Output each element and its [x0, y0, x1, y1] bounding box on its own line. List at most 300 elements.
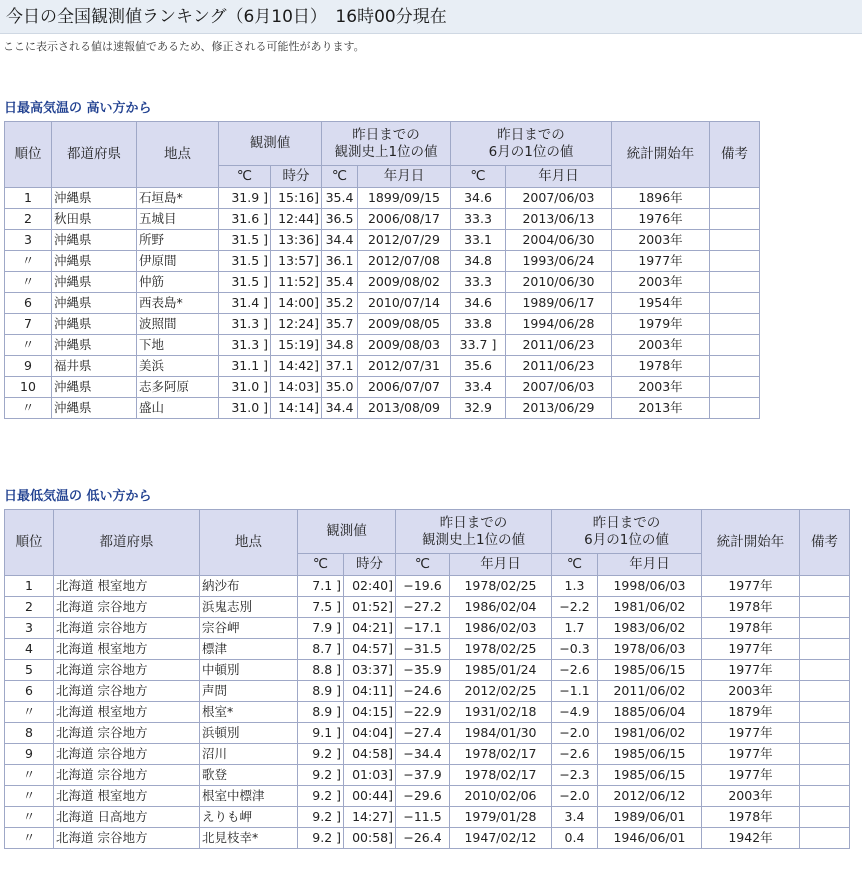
table-row — [5, 723, 850, 744]
month-record-value-cell: 0.4 — [552, 828, 598, 849]
point-cell: 根室* — [200, 702, 298, 723]
rank-cell: 〃 — [5, 786, 54, 807]
rank-cell: 6 — [5, 681, 54, 702]
point-cell: 石垣島* — [137, 188, 219, 209]
remarks-cell — [800, 765, 850, 786]
preliminary-notice: ここに表示される値は速報値であるため、修正される可能性があります。 — [3, 40, 365, 53]
stat-start-cell: 1977年 — [612, 251, 710, 272]
month-record-value-cell: 33.3 — [451, 272, 506, 293]
month-record-value-cell: 3.4 — [552, 807, 598, 828]
rank-cell: 1 — [5, 188, 52, 209]
month-record-value-cell: 33.8 — [451, 314, 506, 335]
stat-start-cell: 2003年 — [612, 377, 710, 398]
table-row — [5, 765, 850, 786]
month-record-value-cell: 34.6 — [451, 293, 506, 314]
record-date-cell: 2009/08/03 — [358, 335, 451, 356]
point-cell: 中頓別 — [200, 660, 298, 681]
remarks-cell — [800, 597, 850, 618]
rank-cell: 9 — [5, 744, 54, 765]
month-record-value-cell: −2.2 — [552, 597, 598, 618]
remarks-cell — [800, 744, 850, 765]
rank-cell: 〃 — [5, 335, 52, 356]
observed-time-cell: 14:27] — [344, 807, 396, 828]
page-title: 今日の全国観測値ランキング（6月10日） 16時00分現在 — [0, 0, 862, 34]
month-record-value-cell: 35.6 — [451, 356, 506, 377]
record-date-cell: 1986/02/03 — [450, 618, 552, 639]
observed-time-cell: 04:21] — [344, 618, 396, 639]
observed-value-cell: 8.8 ] — [298, 660, 344, 681]
observed-value-cell: 31.5 ] — [219, 230, 271, 251]
record-date-cell: 2012/07/31 — [358, 356, 451, 377]
month-record-date-cell: 1885/06/04 — [598, 702, 702, 723]
month-record-value-cell: 1.3 — [552, 576, 598, 597]
observed-time-cell: 13:57] — [271, 251, 322, 272]
table-row — [5, 744, 850, 765]
table-row — [5, 786, 850, 807]
month-record-value-cell: 34.8 — [451, 251, 506, 272]
stat-start-cell: 1978年 — [702, 597, 800, 618]
record-date-cell: 2012/02/25 — [450, 681, 552, 702]
header-obs-celsius: ℃ — [219, 166, 271, 188]
observed-time-cell: 12:24] — [271, 314, 322, 335]
record-value-cell: −22.9 — [396, 702, 450, 723]
observed-time-cell: 04:11] — [344, 681, 396, 702]
header-remarks: 備考 — [800, 510, 850, 576]
record-value-cell: −26.4 — [396, 828, 450, 849]
header-rank: 順位 — [5, 510, 54, 576]
record-date-cell: 1931/02/18 — [450, 702, 552, 723]
remarks-cell — [800, 828, 850, 849]
header-obs-time: 時分 — [344, 554, 396, 576]
record-value-cell: −19.6 — [396, 576, 450, 597]
observed-value-cell: 7.5 ] — [298, 597, 344, 618]
rank-cell: 6 — [5, 293, 52, 314]
month-record-date-cell: 1983/06/02 — [598, 618, 702, 639]
header-rec-date: 年月日 — [450, 554, 552, 576]
point-cell: 標津 — [200, 639, 298, 660]
month-record-value-cell: −2.0 — [552, 723, 598, 744]
month-record-date-cell: 1989/06/01 — [598, 807, 702, 828]
min-temp-table — [4, 509, 850, 849]
table-row — [5, 377, 760, 398]
record-value-cell: 36.1 — [322, 251, 358, 272]
remarks-cell — [800, 618, 850, 639]
record-date-cell: 1978/02/17 — [450, 765, 552, 786]
header-rec-date: 年月日 — [358, 166, 451, 188]
point-cell: 浜頓別 — [200, 723, 298, 744]
point-cell: 北見枝幸* — [200, 828, 298, 849]
month-record-value-cell: 33.3 — [451, 209, 506, 230]
month-record-value-cell: −2.3 — [552, 765, 598, 786]
header-obs-time: 時分 — [271, 166, 322, 188]
header-stat-start: 統計開始年 — [702, 510, 800, 576]
rank-cell: 8 — [5, 723, 54, 744]
rank-cell: 〃 — [5, 398, 52, 419]
record-date-cell: 1978/02/17 — [450, 744, 552, 765]
point-cell: 所野 — [137, 230, 219, 251]
record-date-cell: 2013/08/09 — [358, 398, 451, 419]
rank-cell: 〃 — [5, 828, 54, 849]
max-temp-table-body — [5, 188, 760, 419]
prefecture-cell: 沖縄県 — [52, 377, 137, 398]
remarks-cell — [710, 356, 760, 377]
observed-time-cell: 04:15] — [344, 702, 396, 723]
table-row — [5, 230, 760, 251]
prefecture-cell: 沖縄県 — [52, 188, 137, 209]
stat-start-cell: 1978年 — [612, 356, 710, 377]
stat-start-cell: 1979年 — [612, 314, 710, 335]
point-cell: 五城目 — [137, 209, 219, 230]
stat-start-cell: 1978年 — [702, 618, 800, 639]
rank-cell: 9 — [5, 356, 52, 377]
observed-value-cell: 9.2 ] — [298, 807, 344, 828]
point-cell: 納沙布 — [200, 576, 298, 597]
record-value-cell: 36.5 — [322, 209, 358, 230]
stat-start-cell: 2003年 — [702, 681, 800, 702]
remarks-cell — [710, 209, 760, 230]
stat-start-cell: 2013年 — [612, 398, 710, 419]
observed-value-cell: 8.9 ] — [298, 681, 344, 702]
header-record-all: 昨日までの 観測史上1位の値 — [396, 510, 552, 554]
observed-value-cell: 31.3 ] — [219, 335, 271, 356]
observed-time-cell: 00:44] — [344, 786, 396, 807]
month-record-date-cell: 2004/06/30 — [506, 230, 612, 251]
min-temp-section-title[interactable]: 日最低気温の 低い方から — [4, 489, 152, 504]
month-record-date-cell: 2010/06/30 — [506, 272, 612, 293]
prefecture-cell: 北海道 日高地方 — [54, 807, 200, 828]
month-record-date-cell: 1998/06/03 — [598, 576, 702, 597]
point-cell: 仲筋 — [137, 272, 219, 293]
header-mon-date: 年月日 — [506, 166, 612, 188]
table-row — [5, 251, 760, 272]
observed-time-cell: 14:42] — [271, 356, 322, 377]
observed-value-cell: 9.2 ] — [298, 765, 344, 786]
rank-cell: 3 — [5, 618, 54, 639]
rank-cell: 7 — [5, 314, 52, 335]
observed-value-cell: 31.3 ] — [219, 314, 271, 335]
observed-value-cell: 7.9 ] — [298, 618, 344, 639]
stat-start-cell: 1978年 — [702, 807, 800, 828]
point-cell: 美浜 — [137, 356, 219, 377]
prefecture-cell: 北海道 宗谷地方 — [54, 618, 200, 639]
month-record-date-cell: 2011/06/02 — [598, 681, 702, 702]
observed-value-cell: 31.4 ] — [219, 293, 271, 314]
rank-cell: 5 — [5, 660, 54, 681]
header-rank: 順位 — [5, 122, 52, 188]
observed-time-cell: 00:58] — [344, 828, 396, 849]
record-value-cell: 34.8 — [322, 335, 358, 356]
rank-cell: 10 — [5, 377, 52, 398]
record-value-cell: −31.5 — [396, 639, 450, 660]
observed-value-cell: 31.6 ] — [219, 209, 271, 230]
record-date-cell: 2012/07/29 — [358, 230, 451, 251]
header-point: 地点 — [200, 510, 298, 576]
table-row — [5, 681, 850, 702]
record-value-cell: 35.2 — [322, 293, 358, 314]
month-record-value-cell: 1.7 — [552, 618, 598, 639]
month-record-date-cell: 1989/06/17 — [506, 293, 612, 314]
month-record-value-cell: −1.1 — [552, 681, 598, 702]
record-value-cell: −37.9 — [396, 765, 450, 786]
month-record-value-cell: −0.3 — [552, 639, 598, 660]
rank-cell: 〃 — [5, 272, 52, 293]
observed-value-cell: 31.5 ] — [219, 251, 271, 272]
remarks-cell — [710, 377, 760, 398]
header-observed: 観測値 — [219, 122, 322, 166]
record-date-cell: 2012/07/08 — [358, 251, 451, 272]
record-value-cell: −35.9 — [396, 660, 450, 681]
observed-value-cell: 8.9 ] — [298, 702, 344, 723]
month-record-date-cell: 1978/06/03 — [598, 639, 702, 660]
table-row — [5, 209, 760, 230]
month-record-date-cell: 2013/06/29 — [506, 398, 612, 419]
observed-time-cell: 14:03] — [271, 377, 322, 398]
prefecture-cell: 沖縄県 — [52, 272, 137, 293]
observed-value-cell: 31.0 ] — [219, 377, 271, 398]
table-row — [5, 398, 760, 419]
table-row — [5, 807, 850, 828]
header-mon-celsius: ℃ — [451, 166, 506, 188]
remarks-cell — [800, 807, 850, 828]
stat-start-cell: 2003年 — [612, 230, 710, 251]
table-row — [5, 314, 760, 335]
record-date-cell: 1978/02/25 — [450, 576, 552, 597]
observed-time-cell: 04:57] — [344, 639, 396, 660]
table-row — [5, 576, 850, 597]
observed-value-cell: 31.0 ] — [219, 398, 271, 419]
observed-time-cell: 14:14] — [271, 398, 322, 419]
remarks-cell — [710, 230, 760, 251]
header-remarks: 備考 — [710, 122, 760, 188]
record-value-cell: 34.4 — [322, 398, 358, 419]
remarks-cell — [800, 576, 850, 597]
stat-start-cell: 2003年 — [612, 335, 710, 356]
header-point: 地点 — [137, 122, 219, 188]
record-date-cell: 2006/07/07 — [358, 377, 451, 398]
prefecture-cell: 沖縄県 — [52, 314, 137, 335]
prefecture-cell: 北海道 宗谷地方 — [54, 828, 200, 849]
month-record-value-cell: −2.6 — [552, 744, 598, 765]
prefecture-cell: 沖縄県 — [52, 251, 137, 272]
point-cell: 歌登 — [200, 765, 298, 786]
month-record-date-cell: 2011/06/23 — [506, 335, 612, 356]
header-rec-celsius: ℃ — [396, 554, 450, 576]
month-record-date-cell: 1981/06/02 — [598, 597, 702, 618]
header-record-all: 昨日までの 観測史上1位の値 — [322, 122, 451, 166]
observed-value-cell: 31.9 ] — [219, 188, 271, 209]
table-row — [5, 618, 850, 639]
month-record-value-cell: −2.6 — [552, 660, 598, 681]
remarks-cell — [710, 335, 760, 356]
observed-value-cell: 9.2 ] — [298, 828, 344, 849]
max-temp-section-title[interactable]: 日最高気温の 高い方から — [4, 101, 152, 116]
prefecture-cell: 北海道 根室地方 — [54, 639, 200, 660]
table-row — [5, 335, 760, 356]
header-rec-celsius: ℃ — [322, 166, 358, 188]
point-cell: 西表島* — [137, 293, 219, 314]
record-value-cell: 35.7 — [322, 314, 358, 335]
month-record-date-cell: 2013/06/13 — [506, 209, 612, 230]
observed-value-cell: 31.5 ] — [219, 272, 271, 293]
stat-start-cell: 1977年 — [702, 744, 800, 765]
remarks-cell — [800, 702, 850, 723]
header-observed: 観測値 — [298, 510, 396, 554]
stat-start-cell: 1976年 — [612, 209, 710, 230]
month-record-date-cell: 2007/06/03 — [506, 377, 612, 398]
prefecture-cell: 北海道 根室地方 — [54, 702, 200, 723]
stat-start-cell: 1977年 — [702, 723, 800, 744]
record-date-cell: 2009/08/02 — [358, 272, 451, 293]
remarks-cell — [710, 314, 760, 335]
record-value-cell: −29.6 — [396, 786, 450, 807]
observed-time-cell: 11:52] — [271, 272, 322, 293]
stat-start-cell: 2003年 — [702, 786, 800, 807]
prefecture-cell: 沖縄県 — [52, 230, 137, 251]
stat-start-cell: 1954年 — [612, 293, 710, 314]
prefecture-cell: 北海道 宗谷地方 — [54, 597, 200, 618]
rank-cell: 3 — [5, 230, 52, 251]
stat-start-cell: 2003年 — [612, 272, 710, 293]
month-record-value-cell: 33.1 — [451, 230, 506, 251]
month-record-date-cell: 1994/06/28 — [506, 314, 612, 335]
month-record-date-cell: 2011/06/23 — [506, 356, 612, 377]
record-date-cell: 1985/01/24 — [450, 660, 552, 681]
header-mon-celsius: ℃ — [552, 554, 598, 576]
prefecture-cell: 沖縄県 — [52, 398, 137, 419]
record-date-cell: 2010/02/06 — [450, 786, 552, 807]
record-value-cell: −24.6 — [396, 681, 450, 702]
header-obs-celsius: ℃ — [298, 554, 344, 576]
month-record-date-cell: 1946/06/01 — [598, 828, 702, 849]
rank-cell: 〃 — [5, 807, 54, 828]
observed-time-cell: 15:16] — [271, 188, 322, 209]
min-temp-table-body — [5, 576, 850, 849]
record-value-cell: −17.1 — [396, 618, 450, 639]
record-value-cell: 34.4 — [322, 230, 358, 251]
header-mon-date: 年月日 — [598, 554, 702, 576]
point-cell: 志多阿原 — [137, 377, 219, 398]
record-value-cell: −27.4 — [396, 723, 450, 744]
prefecture-cell: 沖縄県 — [52, 335, 137, 356]
observed-time-cell: 13:36] — [271, 230, 322, 251]
observed-value-cell: 9.2 ] — [298, 786, 344, 807]
month-record-date-cell: 1993/06/24 — [506, 251, 612, 272]
point-cell: 宗谷岬 — [200, 618, 298, 639]
record-value-cell: −11.5 — [396, 807, 450, 828]
table-row — [5, 293, 760, 314]
month-record-value-cell: −2.0 — [552, 786, 598, 807]
observed-value-cell: 8.7 ] — [298, 639, 344, 660]
record-value-cell: −34.4 — [396, 744, 450, 765]
observed-value-cell: 7.1 ] — [298, 576, 344, 597]
record-date-cell: 1978/02/25 — [450, 639, 552, 660]
header-stat-start: 統計開始年 — [612, 122, 710, 188]
table-row — [5, 660, 850, 681]
table-row — [5, 702, 850, 723]
rank-cell: 1 — [5, 576, 54, 597]
record-value-cell: 35.4 — [322, 272, 358, 293]
prefecture-cell: 北海道 宗谷地方 — [54, 723, 200, 744]
observed-value-cell: 9.2 ] — [298, 744, 344, 765]
point-cell: 盛山 — [137, 398, 219, 419]
table-row — [5, 272, 760, 293]
record-date-cell: 2006/08/17 — [358, 209, 451, 230]
rank-cell: 〃 — [5, 702, 54, 723]
point-cell: 伊原間 — [137, 251, 219, 272]
observed-time-cell: 04:04] — [344, 723, 396, 744]
observed-time-cell: 12:44] — [271, 209, 322, 230]
observed-time-cell: 01:52] — [344, 597, 396, 618]
remarks-cell — [800, 660, 850, 681]
prefecture-cell: 北海道 根室地方 — [54, 786, 200, 807]
prefecture-cell: 沖縄県 — [52, 293, 137, 314]
month-record-value-cell: 33.4 — [451, 377, 506, 398]
record-value-cell: 35.0 — [322, 377, 358, 398]
point-cell: 声問 — [200, 681, 298, 702]
stat-start-cell: 1896年 — [612, 188, 710, 209]
rank-cell: 4 — [5, 639, 54, 660]
month-record-value-cell: −4.9 — [552, 702, 598, 723]
table-row — [5, 828, 850, 849]
stat-start-cell: 1879年 — [702, 702, 800, 723]
table-row — [5, 597, 850, 618]
record-date-cell: 2009/08/05 — [358, 314, 451, 335]
rank-cell: 2 — [5, 209, 52, 230]
remarks-cell — [710, 293, 760, 314]
month-record-value-cell: 34.6 — [451, 188, 506, 209]
record-date-cell: 1984/01/30 — [450, 723, 552, 744]
point-cell: 根室中標津 — [200, 786, 298, 807]
prefecture-cell: 北海道 宗谷地方 — [54, 765, 200, 786]
month-record-date-cell: 1981/06/02 — [598, 723, 702, 744]
record-date-cell: 1986/02/04 — [450, 597, 552, 618]
record-date-cell: 1979/01/28 — [450, 807, 552, 828]
observed-time-cell: 15:19] — [271, 335, 322, 356]
point-cell: 浜鬼志別 — [200, 597, 298, 618]
month-record-date-cell: 2012/06/12 — [598, 786, 702, 807]
header-record-month: 昨日までの 6月の1位の値 — [552, 510, 702, 554]
remarks-cell — [710, 251, 760, 272]
observed-time-cell: 04:58] — [344, 744, 396, 765]
month-record-date-cell: 1985/06/15 — [598, 744, 702, 765]
point-cell: 波照間 — [137, 314, 219, 335]
observed-value-cell: 9.1 ] — [298, 723, 344, 744]
prefecture-cell: 北海道 宗谷地方 — [54, 660, 200, 681]
prefecture-cell: 北海道 宗谷地方 — [54, 744, 200, 765]
rank-cell: 〃 — [5, 251, 52, 272]
table-row — [5, 639, 850, 660]
record-date-cell: 1947/02/12 — [450, 828, 552, 849]
observed-time-cell: 02:40] — [344, 576, 396, 597]
remarks-cell — [710, 188, 760, 209]
record-value-cell: −27.2 — [396, 597, 450, 618]
remarks-cell — [710, 398, 760, 419]
observed-time-cell: 03:37] — [344, 660, 396, 681]
prefecture-cell: 北海道 根室地方 — [54, 576, 200, 597]
observed-time-cell: 01:03] — [344, 765, 396, 786]
rank-cell: 2 — [5, 597, 54, 618]
point-cell: えりも岬 — [200, 807, 298, 828]
month-record-date-cell: 2007/06/03 — [506, 188, 612, 209]
remarks-cell — [710, 272, 760, 293]
remarks-cell — [800, 723, 850, 744]
point-cell: 下地 — [137, 335, 219, 356]
stat-start-cell: 1977年 — [702, 660, 800, 681]
prefecture-cell: 北海道 宗谷地方 — [54, 681, 200, 702]
stat-start-cell: 1942年 — [702, 828, 800, 849]
month-record-value-cell: 33.7 ] — [451, 335, 506, 356]
remarks-cell — [800, 681, 850, 702]
